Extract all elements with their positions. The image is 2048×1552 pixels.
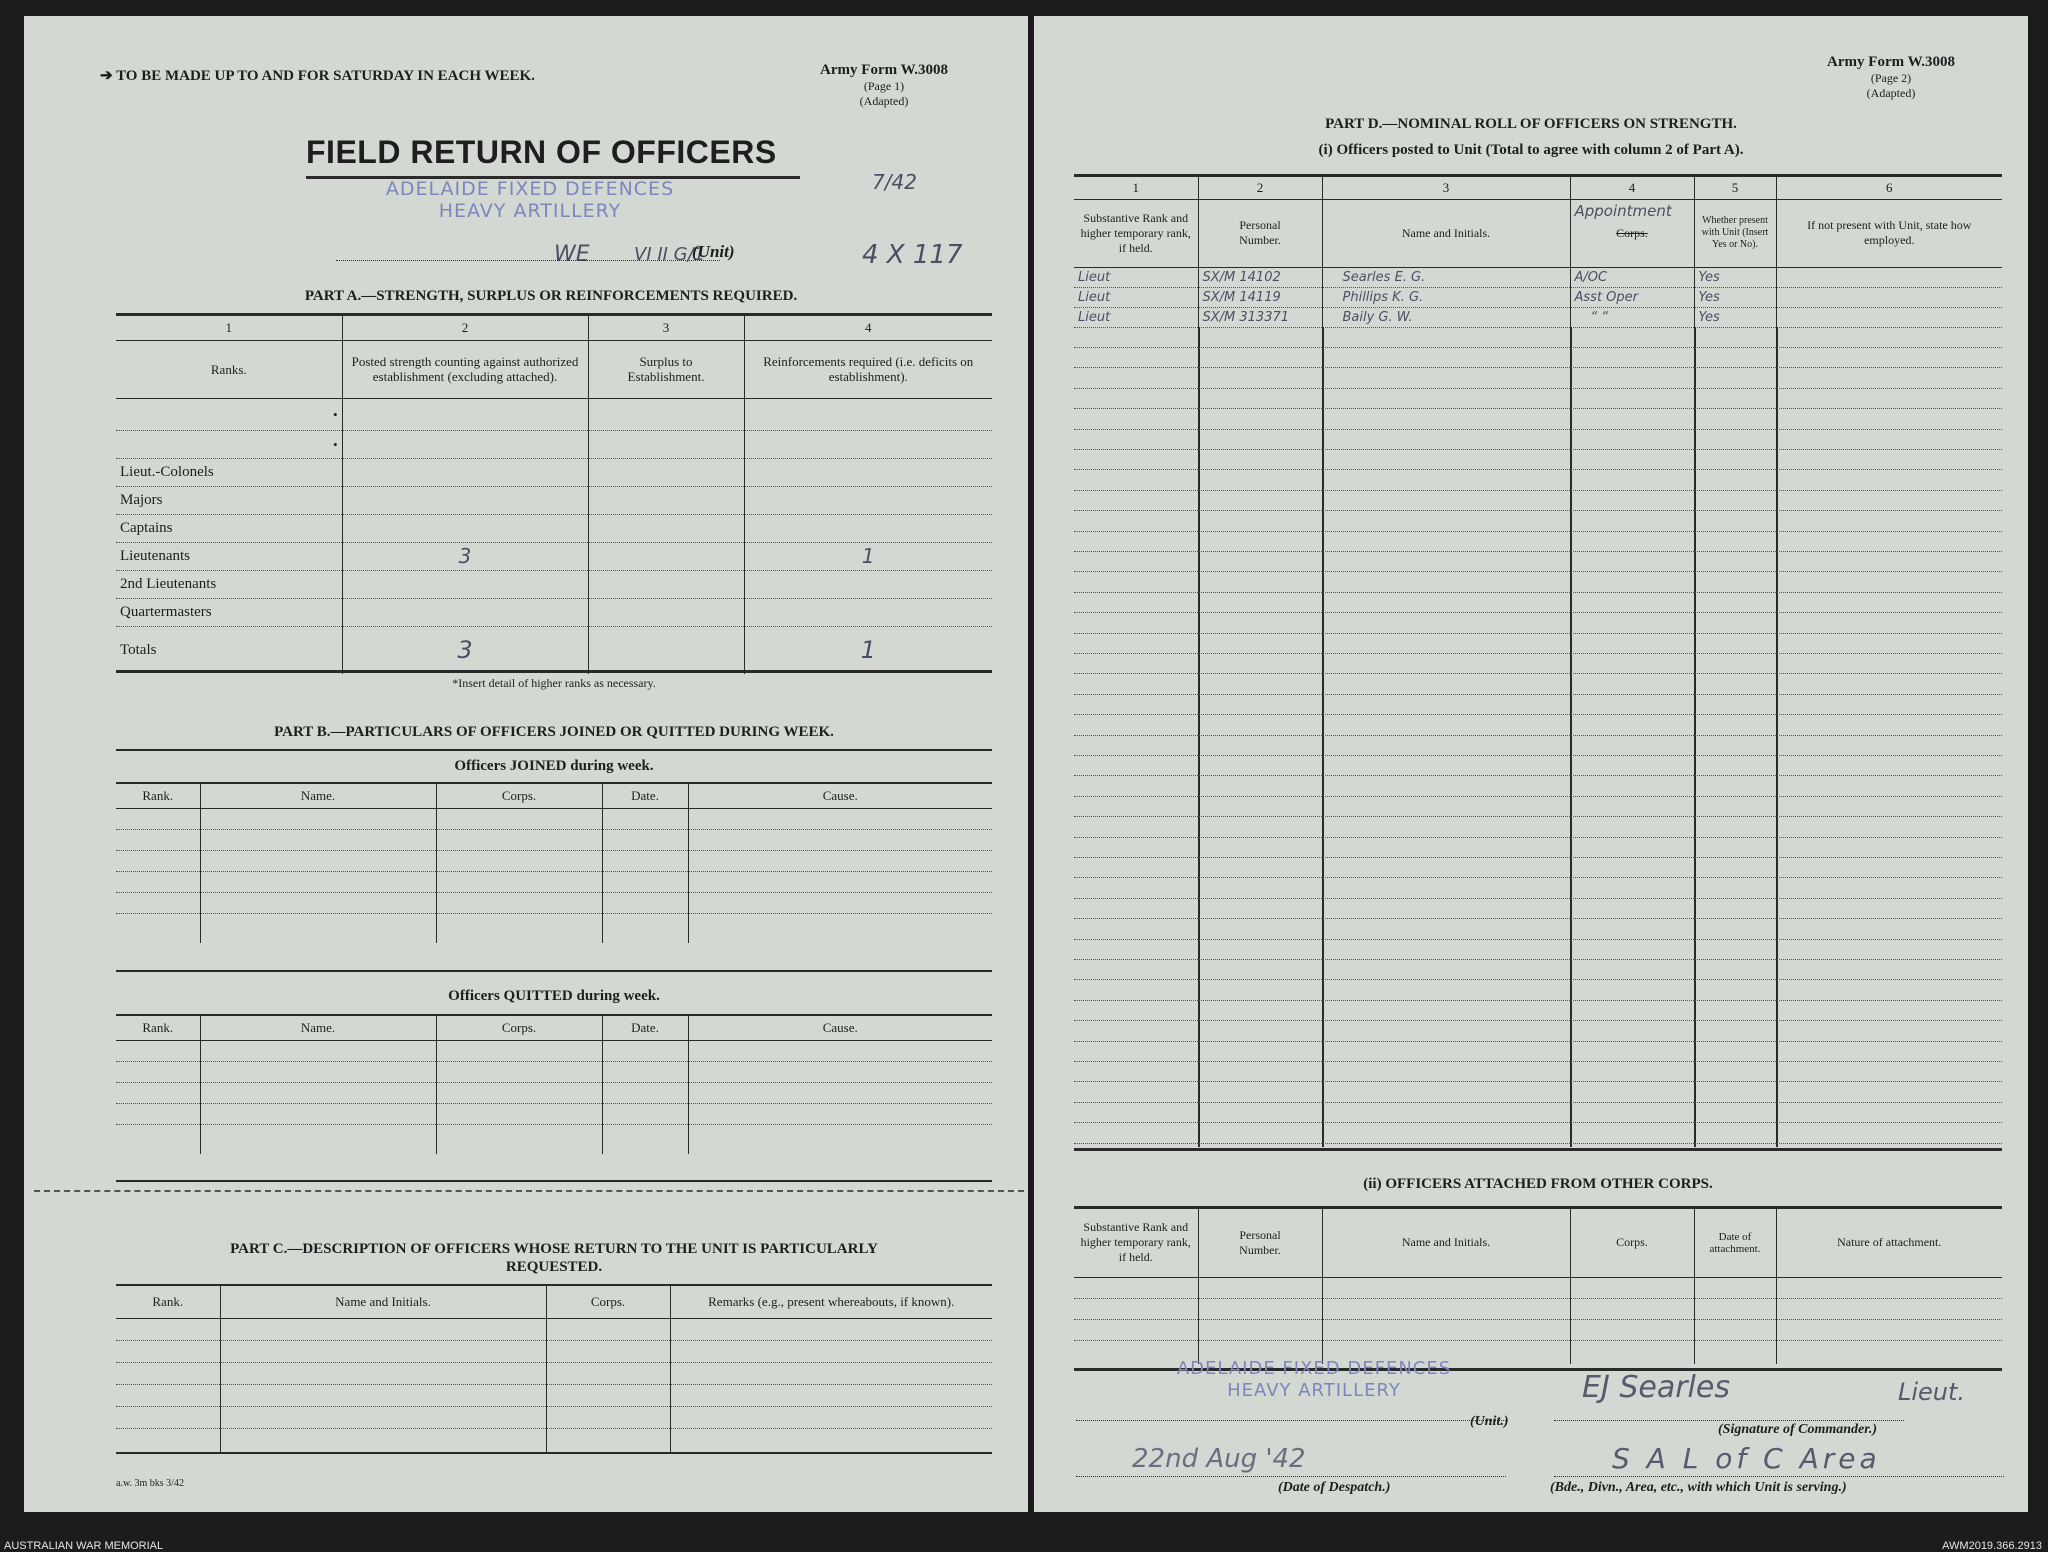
header-corps: Corps.	[436, 784, 602, 808]
col-number: 4	[744, 316, 992, 340]
header-employed: If not present with Unit, state how employed.	[1776, 199, 2002, 267]
rank-cell: 2nd Lieutenants	[116, 570, 342, 598]
blank-row-line	[1074, 490, 2002, 491]
table-row	[116, 570, 992, 598]
header-present: Whether present with Unit (Insert Yes or No).	[1694, 199, 1776, 267]
form-page: (Page 2)	[1870, 71, 1912, 85]
unit-stamp: ADELAIDE FIXED DEFENCES HEAVY ARTILLERY	[385, 178, 675, 222]
header-rank: Rank.	[116, 784, 200, 808]
header-date: Date.	[602, 1016, 688, 1040]
handwritten-date: 7/42	[872, 170, 917, 194]
blank-row-line	[1074, 1081, 2002, 1082]
blank-row-line	[1074, 898, 2002, 899]
despatch-line	[1076, 1476, 1506, 1477]
table-row	[116, 1362, 992, 1384]
nominal-roll-blank-rows	[1074, 327, 2002, 1147]
form-adapted: (Adapted)	[1866, 86, 1916, 100]
col-number: 4	[1570, 177, 1694, 199]
table-row	[116, 486, 992, 514]
totals-row	[116, 626, 992, 674]
table-row	[116, 1082, 992, 1103]
header-name-initials: Name and Initials.	[220, 1286, 546, 1318]
header-corps: Corps.	[546, 1286, 670, 1318]
table-row	[1074, 1298, 2002, 1319]
col-number: 6	[1776, 177, 2002, 199]
blank-row-line	[1074, 429, 2002, 430]
quitted-table	[116, 1016, 992, 1154]
blank-row-line	[1074, 796, 2002, 797]
totals-posted: 3	[342, 626, 588, 674]
table-row	[116, 1040, 992, 1061]
header-date-attachment: Date of attachment.	[1694, 1209, 1776, 1277]
blank-row-line	[1074, 408, 2002, 409]
column-divider	[1322, 327, 1324, 1147]
blank-row-line	[1074, 837, 2002, 838]
table-row	[116, 430, 992, 458]
col-number: 1	[1074, 177, 1198, 199]
totals-reinforcements: 1	[744, 626, 992, 674]
footer-accession-number: AWM2019.366.2913	[1942, 1540, 2042, 1552]
form-number-block	[1786, 54, 1996, 101]
blank-row-line	[1074, 449, 2002, 450]
blank-row-line	[1074, 347, 2002, 348]
header-surplus: Surplus to Establishment.	[588, 340, 744, 398]
blank-row-line	[1074, 775, 2002, 776]
table-row	[116, 871, 992, 892]
left-page	[24, 16, 1028, 1512]
blank-row-line	[1074, 1000, 2002, 1001]
column-divider	[1776, 327, 1778, 1147]
table-row	[116, 398, 992, 430]
attached-table	[1074, 1209, 2002, 1364]
area-handwritten: S A L of C Area	[1612, 1442, 1881, 1475]
arrow-icon: ➔	[100, 68, 113, 84]
table-row	[116, 1428, 992, 1452]
blank-row-line	[1074, 367, 2002, 368]
part-a-title: PART A.—STRENGTH, SURPLUS OR REINFORCEMENTS REQUIRED.	[304, 288, 798, 304]
form-number: Army Form W.3008	[820, 62, 948, 78]
header-posted-strength: Posted strength counting against authorized establishment (excluding attached).	[342, 340, 588, 398]
table-row	[116, 808, 992, 829]
unit-label: (Unit.)	[1470, 1414, 1509, 1429]
handwritten-reference: VI II G/1	[634, 244, 706, 265]
table-row	[116, 1384, 992, 1406]
table-row	[116, 598, 992, 626]
unit-line	[1076, 1420, 1506, 1421]
blank-row-line	[1074, 1122, 2002, 1123]
signature-line	[1554, 1420, 1904, 1421]
rank-cell: •	[116, 430, 342, 458]
part-d-bottom-rule	[1074, 1148, 2002, 1151]
table-row	[116, 458, 992, 486]
area-line	[1554, 1476, 2004, 1477]
blank-row-line	[1074, 388, 2002, 389]
quitted-title: Officers QUITTED during week.	[448, 988, 660, 1004]
joined-title: Officers JOINED during week.	[454, 758, 654, 774]
table-row	[116, 892, 992, 913]
header-personal-number: Personal Number.	[1198, 199, 1322, 267]
commander-signature: EJ Searles	[1582, 1370, 1730, 1405]
totals-label: Totals	[120, 641, 157, 658]
weekly-instruction: ➔ TO BE MADE UP TO AND FOR SATURDAY IN EACH WEEK.	[100, 68, 535, 84]
blank-row-line	[1074, 877, 2002, 878]
header-reinforcements: Reinforcements required (i.e. deficits on establishment).	[744, 340, 992, 398]
attached-title: (ii) OFFICERS ATTACHED FROM OTHER CORPS.	[1363, 1176, 1713, 1192]
table-row: Lieut SX/M 14102 Searles E. G. A/OC Yes	[1074, 267, 2002, 287]
col-number: 5	[1694, 177, 1776, 199]
header-corps: Appointment Corps.	[1570, 199, 1694, 267]
blank-row-line	[1074, 939, 2002, 940]
joined-bottom-rule	[116, 970, 992, 972]
nominal-roll-table	[1074, 177, 2002, 328]
rank-cell: Lieut.-Colonels	[116, 458, 342, 486]
blank-row-line	[1074, 755, 2002, 756]
header-date: Date.	[602, 784, 688, 808]
header-corps: Corps.	[436, 1016, 602, 1040]
part-b-title: PART B.—PARTICULARS OF OFFICERS JOINED OR QUITTED DURING WEEK.	[274, 724, 834, 740]
header-ranks: Ranks.	[116, 340, 342, 398]
handwritten-code: 4 X 117	[862, 240, 963, 270]
form-number: Army Form W.3008	[1827, 54, 1955, 70]
header-rank: Rank.	[116, 1016, 200, 1040]
blank-row-line	[1074, 959, 2002, 960]
col-number: 2	[342, 316, 588, 340]
despatch-label: (Date of Despatch.)	[1278, 1480, 1391, 1495]
right-page	[1034, 16, 2028, 1512]
form-adapted: (Adapted)	[859, 94, 909, 108]
blank-row-line	[1074, 979, 2002, 980]
print-code: a.w. 3m bks 3/42	[116, 1478, 184, 1489]
table-row	[116, 1061, 992, 1082]
blank-row-line	[1074, 918, 2002, 919]
part-c-table	[116, 1286, 992, 1452]
blank-row-line	[1074, 469, 2002, 470]
blank-row-line	[1074, 1102, 2002, 1103]
column-divider	[1198, 327, 1200, 1147]
rank-cell: Majors	[116, 486, 342, 514]
header-name-initials: Name and Initials.	[1322, 1209, 1570, 1277]
form-page: (Page 1)	[863, 79, 905, 93]
despatch-date-handwritten: 22nd Aug '42	[1132, 1444, 1306, 1474]
header-corps: Corps.	[1570, 1209, 1694, 1277]
blank-row-line	[1074, 612, 2002, 613]
header-substantive-rank: Substantive Rank and higher temporary rank, if held.	[1074, 1209, 1198, 1277]
part-c-bottom-rule	[116, 1452, 992, 1454]
blank-row-line	[1074, 633, 2002, 634]
blank-row-line	[1074, 816, 2002, 817]
col-number: 3	[1322, 177, 1570, 199]
page-title: FIELD RETURN OF OFFICERS	[306, 134, 777, 170]
col-number: 2	[1198, 177, 1322, 199]
header-name-initials: Name and Initials.	[1322, 199, 1570, 267]
table-row	[116, 1406, 992, 1428]
footer-credit: AUSTRALIAN WAR MEMORIAL	[4, 1540, 164, 1552]
table-row: Lieut SX/M 14119 Phillips K. G. Asst Oper Yes	[1074, 287, 2002, 307]
column-divider	[1694, 327, 1696, 1147]
header-personal-number: Personal Number.	[1198, 1209, 1322, 1277]
perforation-line	[34, 1190, 1024, 1192]
part-d-title: PART D.—NOMINAL ROLL OF OFFICERS ON STRENGTH.	[1325, 116, 1737, 132]
joined-table	[116, 784, 992, 943]
form-number-block	[784, 62, 984, 109]
header-cause: Cause.	[688, 1016, 992, 1040]
unit-line	[336, 260, 720, 261]
rank-cell: Captains	[116, 514, 342, 542]
column-divider	[1570, 327, 1572, 1147]
col-number: 3	[588, 316, 744, 340]
rank-cell: •	[116, 398, 342, 430]
part-d-subtitle-posted: (i) Officers posted to Unit (Total to agree with column 2 of Part A).	[1318, 142, 1744, 158]
header-remarks: Remarks (e.g., present whereabouts, if known).	[670, 1286, 992, 1318]
blank-row-line	[1074, 673, 2002, 674]
blank-row-line	[1074, 857, 2002, 858]
commander-rank: Lieut.	[1898, 1378, 1966, 1406]
blank-row-line	[1074, 571, 2002, 572]
table-row	[116, 1318, 992, 1340]
blank-row-line	[1074, 653, 2002, 654]
table-row	[116, 913, 992, 943]
table-row	[1074, 1319, 2002, 1340]
blank-row-line	[1074, 551, 2002, 552]
part-b-rule	[116, 749, 992, 751]
part-a-bottom-rule	[116, 670, 992, 673]
header-name: Name.	[200, 784, 436, 808]
blank-row-line	[1074, 1041, 2002, 1042]
header-name: Name.	[200, 1016, 436, 1040]
part-c-title: PART C.—DESCRIPTION OF OFFICERS WHOSE RETURN TO THE UNIT IS PARTICULARLY REQUESTED.	[230, 1241, 878, 1275]
blank-row-line	[1074, 531, 2002, 532]
header-nature-attachment: Nature of attachment.	[1776, 1209, 2002, 1277]
area-label: (Bde., Divn., Area, etc., with which Unit is serving.)	[1550, 1480, 1847, 1495]
table-row	[116, 1124, 992, 1154]
quitted-bottom-rule	[116, 1180, 992, 1182]
handwritten-we: WE	[554, 242, 590, 267]
blank-row-line	[1074, 694, 2002, 695]
header-substantive-rank: Substantive Rank and higher temporary rank, if held.	[1074, 199, 1198, 267]
table-row	[116, 1103, 992, 1124]
part-a-footnote: *Insert detail of higher ranks as necessary.	[452, 676, 656, 690]
table-row: Lieut SX/M 313371 Baily G. W. “ “ Yes	[1074, 307, 2002, 327]
unit-stamp: ADELAIDE FIXED DEFENCES HEAVY ARTILLERY	[1176, 1358, 1452, 1401]
blank-row-line	[1074, 1061, 2002, 1062]
table-row	[116, 1340, 992, 1362]
rank-cell: Quartermasters	[116, 598, 342, 626]
header-rank: Rank.	[116, 1286, 220, 1318]
strength-table	[116, 316, 992, 674]
col-number: 1	[116, 316, 342, 340]
signature-label: (Signature of Commander.)	[1718, 1422, 1878, 1437]
table-row	[116, 850, 992, 871]
unit-label: (Unit)	[692, 242, 735, 261]
blank-row-line	[1074, 1143, 2002, 1144]
table-row: Lieutenants 3 1	[116, 542, 992, 570]
blank-row-line	[1074, 510, 2002, 511]
blank-row-line	[1074, 1020, 2002, 1021]
table-row	[116, 514, 992, 542]
blank-row-line	[1074, 735, 2002, 736]
appointment-handwritten: Appointment	[1574, 201, 1672, 220]
rank-cell: Lieutenants	[116, 542, 342, 570]
table-row	[116, 829, 992, 850]
table-row	[1074, 1277, 2002, 1298]
blank-row-line	[1074, 592, 2002, 593]
header-cause: Cause.	[688, 784, 992, 808]
blank-row-line	[1074, 714, 2002, 715]
